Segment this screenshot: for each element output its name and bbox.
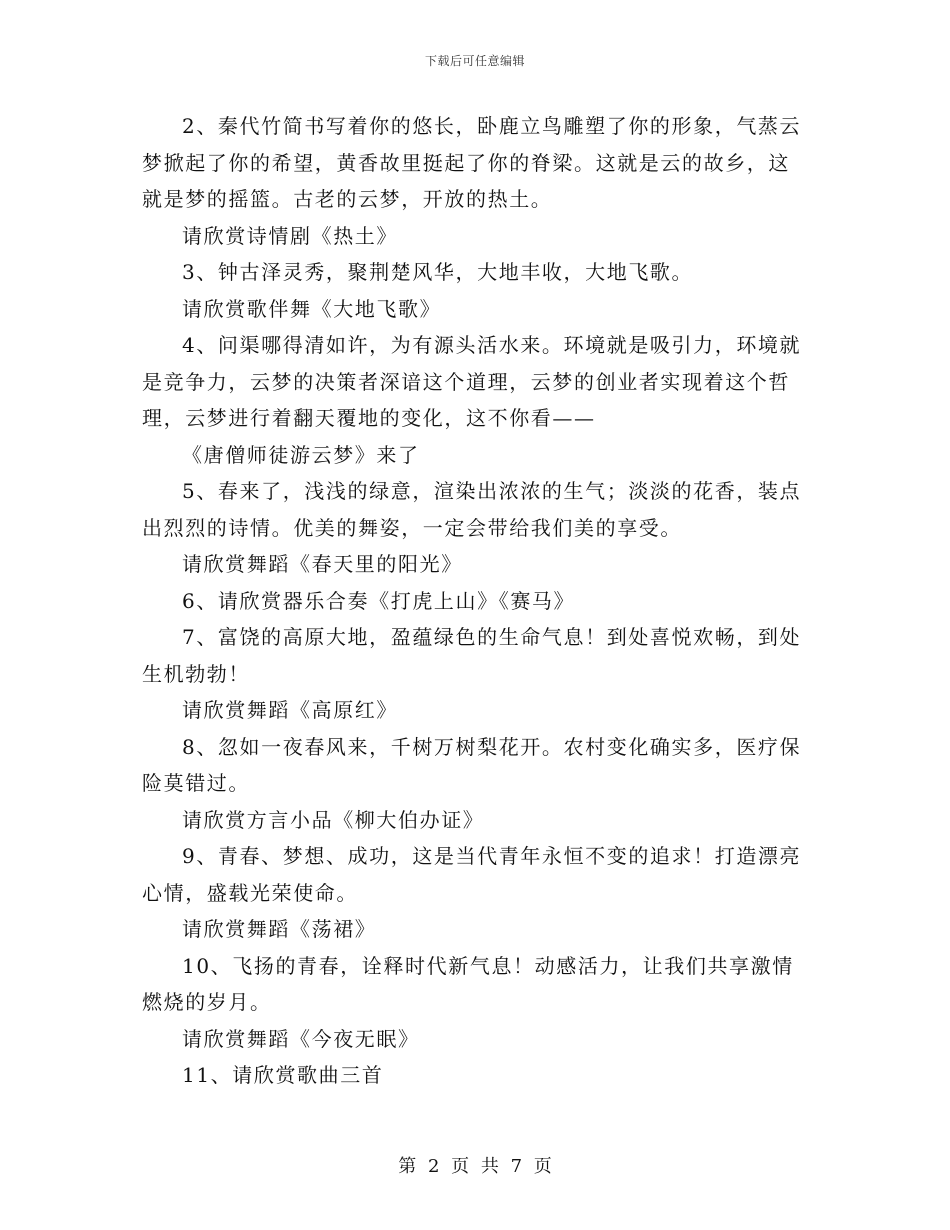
paragraph-10: 7、富饶的高原大地，盈蕴绿色的生命气息！到处喜悦欢畅，到处生机勃勃！ [142,625,802,686]
document-body [142,108,808,1094]
paragraph-12: 8、忽如一夜春风来，千树万树梨花开。农村变化确实多，医疗保险莫错过。 [142,734,802,795]
paragraph-15: 请欣赏舞蹈《荡裙》 [182,917,377,941]
paragraph-4: 请欣赏歌伴舞《大地飞歌》 [182,296,442,321]
paragraph-1: 2、秦代竹简书写着你的悠长，卧鹿立鸟雕塑了你的形象，气蒸云梦掀起了你的希望，黄香故里挺起了你的脊梁。这就是云的故乡，这就是梦的摇篮。古老的云梦，开放的热土。 [142,114,802,211]
paragraph-14: 9、青春、梦想、成功，这是当代青年永恒不变的追求！打造漂亮心情，盛载光荣使命。 [142,844,802,905]
paragraph-11: 请欣赏舞蹈《高原红》 [182,698,398,722]
paragraph-7: 5、春来了，浅浅的绿意，渲染出浓浓的生气；淡淡的花香，装点出烈烈的诗情。优美的舞姿，一定会带给我们美的享受。 [142,479,802,540]
paragraph-13: 请欣赏方言小品《柳大伯办证》 [182,807,485,832]
paragraph-5: 4、问渠哪得清如许，为有源头活水来。环境就是吸引力，环境就是竞争力，云梦的决策者深谙这个道理，云梦的创业者实现着这个哲理，云梦进行着翻天覆地的变化，这不你看—— [142,333,802,430]
page-footer: 第 2 页 共 7 页 [398,1156,552,1177]
paragraph-9: 6、请欣赏器乐合奏《打虎上山》《赛马》 [182,588,576,613]
paragraph-3: 3、钟古泽灵秀，聚荆楚风华，大地丰收，大地飞歌。 [182,260,694,284]
paragraph-16: 10、飞扬的青春，诠释时代新气息！动感活力，让我们共享激情燃烧的岁月。 [142,953,794,1014]
page-header: 下载后可任意编辑 [424,54,525,68]
paragraph-2: 请欣赏诗情剧《热土》 [182,223,398,248]
paragraph-18: 11、请欣赏歌曲三首 [182,1063,384,1087]
paragraph-8: 请欣赏舞蹈《春天里的阳光》 [182,552,463,576]
paragraph-17: 请欣赏舞蹈《今夜无眠》 [182,1026,420,1051]
paragraph-6: 《唐僧师徒游云梦》来了 [182,442,420,467]
